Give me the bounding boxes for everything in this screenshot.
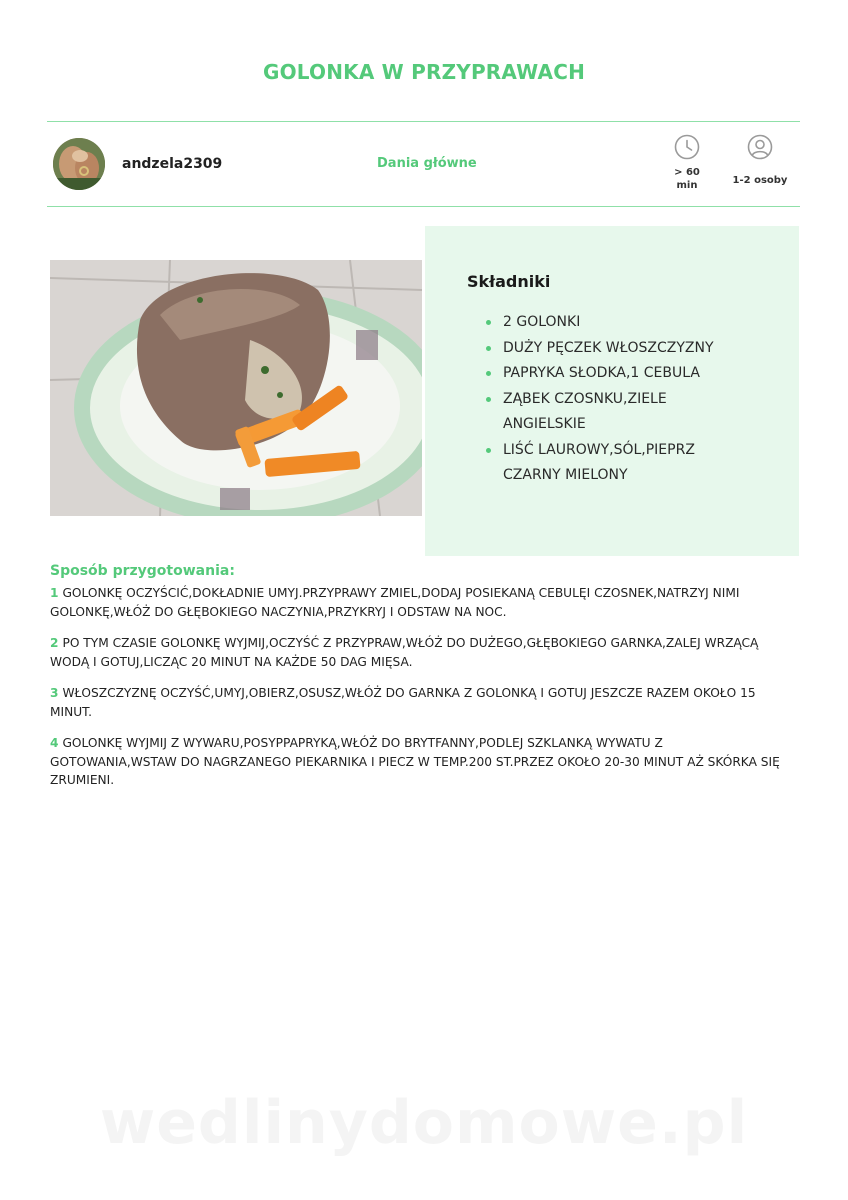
- preparation-step: [50, 584, 790, 621]
- dish-image: [50, 260, 422, 516]
- ingredients-panel: [425, 226, 799, 556]
- ingredient-item: DUŻY PĘCZEK WŁOSZCZYZNY: [503, 336, 753, 362]
- ingredient-item: LIŚĆ LAUROWY,SÓL,PIEPRZ CZARNY MIELONY: [503, 438, 753, 489]
- step-text: GOLONKĘ WYJMIJ Z WYWARU,POSYPPAPRYKĄ,WŁÓŻ DO BRYTFANNY,PODLEJ SZKLANKĄ WYWATU Z GOTOWANIA,WSTAW DO NAGRZANEGO PIEKARNIKA I PIECZ W TEMP.200 ST.PRZEZ OKOŁO 20-30 MINUT AŻ SKÓRKA SIĘ ZRUMIENI.: [50, 736, 780, 787]
- ingredient-item: ZĄBEK CZOSNKU,ZIELE ANGIELSKIE: [503, 387, 753, 438]
- prep-time-value: > 60: [674, 167, 700, 178]
- ingredient-item: 2 GOLONKI: [503, 310, 753, 336]
- avatar-image: [53, 138, 105, 190]
- site-watermark: wedlinydomowe.pl: [99, 1088, 749, 1158]
- step-text: WŁOSZCZYZNĘ OCZYŚĆ,UMYJ,OBIERZ,OSUSZ,WŁÓŻ DO GARNKA Z GOLONKĄ I GOTUJ JESZCZE RAZEM OKOŁO 15 MINUT.: [50, 686, 756, 719]
- step-text: PO TYM CZASIE GOLONKĘ WYJMIJ,OCZYŚĆ Z PRZYPRAW,WŁÓŻ DO DUŻEGO,GŁĘBOKIEGO GARNKA,ZALEJ WRZĄCĄ WODĄ I GOTUJ,LICZĄC 20 MINUT NA KAŻDE 50 DAG MIĘSA.: [50, 636, 759, 669]
- clock-icon: [674, 134, 700, 160]
- step-number: 4: [50, 736, 59, 750]
- author-name[interactable]: andzela2309: [122, 156, 223, 172]
- preparation-step: [50, 684, 790, 721]
- step-number: 2: [50, 636, 59, 650]
- preparation-title: Sposób przygotowania:: [50, 563, 235, 579]
- recipe-photo: [50, 260, 422, 516]
- author-avatar[interactable]: [53, 138, 105, 190]
- preparation-steps: [50, 584, 790, 803]
- ingredients-title: Składniki: [467, 272, 551, 291]
- step-text: GOLONKĘ OCZYŚCIĆ,DOKŁADNIE UMYJ.PRZYPRAWY ZMIEL,DODAJ POSIEKANĄ CEBULĘI CZOSNEK,NATRZYJ NIMI GOLONKĘ,WŁÓŻ DO GŁĘBOKIEGO NACZYNIA,PRZYKRYJ I ODSTAW NA NOC.: [50, 586, 740, 619]
- header-top-divider: [47, 121, 800, 122]
- recipe-title: GOLONKA W PRZYPRAWACH: [262, 60, 586, 84]
- servings: [730, 134, 790, 187]
- preparation-step: [50, 734, 790, 790]
- prep-time: [670, 134, 704, 192]
- step-number: 1: [50, 586, 59, 600]
- prep-time-unit: min: [676, 180, 698, 191]
- header-bottom-divider: [47, 206, 800, 207]
- user-icon: [747, 134, 773, 160]
- recipe-category[interactable]: Dania główne: [377, 156, 477, 171]
- servings-value: 1-2 osoby: [732, 175, 788, 186]
- ingredient-item: PAPRYKA SŁODKA,1 CEBULA: [503, 361, 753, 387]
- step-number: 3: [50, 686, 59, 700]
- preparation-step: [50, 634, 790, 671]
- ingredients-list: [503, 310, 753, 489]
